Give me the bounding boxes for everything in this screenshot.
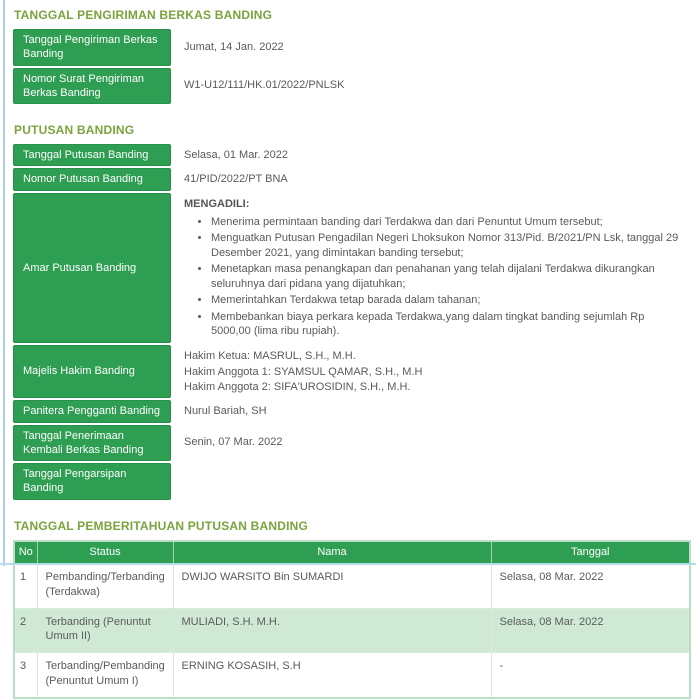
field-value-tanggal-putusan: Selasa, 01 Mar. 2022 [184, 148, 288, 161]
cell-no: 2 [14, 608, 37, 653]
col-header-tanggal: Tanggal [491, 541, 690, 564]
row-majelis-hakim [13, 345, 688, 399]
field-label-amar-putusan: Amar Putusan Banding [13, 193, 171, 343]
field-label-tanggal-pengiriman: Tanggal Pengiriman Berkas Banding [13, 29, 171, 66]
hakim-anggota-2: Hakim Anggota 2: SIFA'UROSIDIN, S.H., M.H. [184, 381, 411, 394]
row-tanggal-putusan [13, 144, 688, 166]
section-title-putusan: PUTUSAN BANDING [14, 123, 135, 138]
amar-item: • Menetapkan masa penangkapan dan penahanan yang telah dijalani Terdakwa dikurangkan seluruhnya dari pidana yang dijatuhkan; [211, 262, 684, 291]
amar-heading: MENGADILI: [184, 197, 250, 210]
section-pemberitahuan [13, 519, 688, 699]
field-value-nomor-putusan: 41/PID/2022/PT BNA [184, 173, 288, 186]
cell-status: Terbanding/Pembanding (Penuntut Umum I) [37, 653, 173, 698]
cell-status: Pembanding/Terbanding (Terdakwa) [37, 563, 173, 608]
table-row [14, 563, 690, 608]
table-row [14, 653, 690, 698]
table-row-highlighted [14, 608, 690, 653]
row-nomor-putusan [13, 168, 688, 190]
field-value-tanggal-pengiriman: Jumat, 14 Jan. 2022 [184, 40, 284, 53]
field-value-majelis-hakim [171, 345, 688, 399]
row-penerimaan-kembali [13, 425, 688, 462]
section-title-pemberitahuan: TANGGAL PEMBERITAHUAN PUTUSAN BANDING [14, 518, 309, 533]
cell-tanggal: - [491, 653, 690, 698]
section-putusan [13, 123, 688, 500]
field-value-penerimaan-kembali: Senin, 07 Mar. 2022 [184, 436, 283, 449]
row-panitera [13, 400, 688, 422]
cell-nama: ERNING KOSASIH, S.H [173, 653, 491, 698]
field-label-tanggal-putusan: Tanggal Putusan Banding [13, 144, 171, 166]
field-label-nomor-putusan: Nomor Putusan Banding [13, 168, 171, 190]
section-pengiriman [13, 8, 688, 104]
amar-item: • Membebankan biaya perkara kepada Terdakwa,yang dalam tingkat banding sejumlah Rp 5000,00 (lima ribu rupiah). [211, 310, 684, 339]
cell-status: Terbanding (Penuntut Umum II) [37, 608, 173, 653]
page-left-border [3, 0, 5, 566]
amar-item: • Menerima permintaan banding dari Terdakwa dan dari Penuntut Umum tersebut; [211, 215, 684, 230]
field-label-pengarsipan: Tanggal Pengarsipan Banding [13, 463, 171, 500]
cell-tanggal: Selasa, 08 Mar. 2022 [491, 563, 690, 608]
field-label-majelis-hakim: Majelis Hakim Banding [13, 345, 171, 399]
field-label-panitera: Panitera Pengganti Banding [13, 400, 171, 422]
row-nomor-surat [13, 68, 688, 105]
col-header-nama: Nama [173, 541, 491, 564]
field-value-panitera: Nurul Bariah, SH [184, 405, 267, 417]
cell-nama: MULIADI, S.H. M.H. [173, 608, 491, 653]
cell-no: 3 [14, 653, 37, 698]
page-bottom-border [0, 563, 696, 565]
amar-item: • Menguatkan Putusan Pengadilan Negeri Lhoksukon Nomor 313/Pid. B/2021/PN Lsk, tanggal 29 Desember 2021, yang dimintakan banding tersebut; [211, 231, 684, 260]
amar-list [184, 215, 684, 339]
hakim-anggota-1: Hakim Anggota 1: SYAMSUL QAMAR, S.H., M.H [184, 365, 423, 378]
table-header-row [14, 541, 690, 564]
section-title-pengiriman: TANGGAL PENGIRIMAN BERKAS BANDING [14, 8, 273, 22]
cell-no: 1 [14, 563, 37, 608]
field-value-pengarsipan [171, 463, 688, 500]
row-amar-putusan [13, 193, 688, 343]
col-header-status: Status [37, 541, 173, 564]
row-pengarsipan [13, 463, 688, 500]
field-label-penerimaan-kembali: Tanggal Penerimaan Kembali Berkas Banding [13, 425, 171, 462]
cell-nama: DWIJO WARSITO Bin SUMARDI [173, 563, 491, 608]
row-tanggal-pengiriman [13, 29, 688, 66]
col-header-no: No [14, 541, 37, 564]
field-value-nomor-surat: W1-U12/111/HK.01/2022/PNLSK [184, 79, 345, 92]
field-label-nomor-surat: Nomor Surat Pengiriman Berkas Banding [13, 68, 171, 105]
cell-tanggal: Selasa, 08 Mar. 2022 [491, 608, 690, 653]
hakim-ketua: Hakim Ketua: MASRUL, S.H., M.H. [184, 349, 356, 362]
amar-item: • Memerintahkan Terdakwa tetap barada dalam tahanan; [211, 293, 684, 308]
field-value-amar-putusan [171, 193, 688, 343]
